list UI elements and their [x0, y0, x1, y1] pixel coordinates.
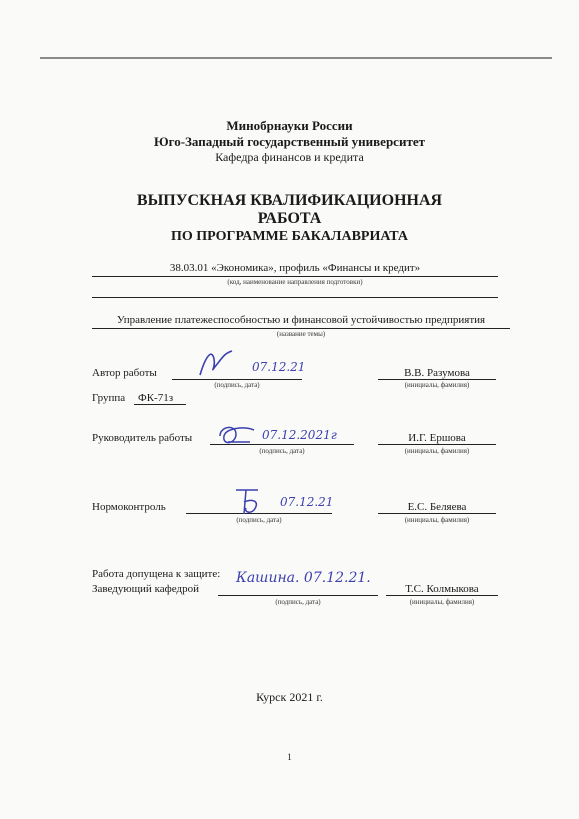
author-date: 07.12.21	[252, 360, 306, 374]
university: Юго-Западный государственный университет	[154, 134, 425, 149]
group-label: Группа	[92, 392, 126, 404]
title-line-2: РАБОТА	[257, 210, 322, 227]
normcontrol-signature-icon	[232, 484, 266, 518]
normcontrol-name-caption: (инициалы, фамилия)	[404, 516, 470, 524]
normcontrol-name-line	[378, 513, 496, 514]
author-signature-icon	[196, 345, 236, 379]
normcontrol-name: Е.С. Беляева	[407, 501, 467, 513]
scan-edge	[40, 57, 552, 59]
program-underline	[92, 276, 498, 277]
page-number: 1	[287, 752, 292, 762]
supervisor-name: И.Г. Ершова	[408, 432, 466, 444]
group-value: ФК-71з	[138, 392, 174, 404]
program-value: 38.03.01 «Экономика», профиль «Финансы и кредит»	[169, 262, 421, 274]
group-underline	[134, 404, 186, 405]
head-name-caption: (инициалы, фамилия)	[409, 598, 475, 606]
author-label: Автор работы	[92, 367, 157, 379]
topic-caption: (название темы)	[276, 330, 326, 338]
ministry: Минобрнауки России	[226, 118, 353, 133]
author-name-caption: (инициалы, фамилия)	[404, 381, 470, 389]
supervisor-name-caption: (инициалы, фамилия)	[404, 447, 470, 455]
head-name-line	[386, 595, 498, 596]
topic-underline	[92, 328, 510, 329]
supervisor-label: Руководитель работы	[92, 432, 193, 444]
head-name: Т.С. Колмыкова	[405, 583, 479, 595]
program-caption: (код, наименование направления подготовки)	[227, 278, 363, 286]
supervisor-signature-icon	[214, 420, 258, 450]
author-sig-line	[172, 379, 302, 380]
author-name: В.В. Разумова	[404, 367, 470, 379]
city-year: Курск 2021 г.	[256, 690, 323, 704]
normcontrol-date: 07.12.21	[280, 495, 334, 509]
author-sig-caption: (подпись, дата)	[214, 381, 260, 389]
topic-value: Управление платежеспособностью и финансовой устойчивостью предприятия	[116, 314, 486, 326]
admission-sig-caption: (подпись, дата)	[275, 598, 321, 606]
admission-handwriting: Кашина. 07.12.21.	[236, 570, 371, 586]
normcontrol-sig-caption: (подпись, дата)	[236, 516, 282, 524]
title-line-3: ПО ПРОГРАММЕ БАКАЛАВРИАТА	[171, 229, 408, 244]
supervisor-date: 07.12.2021г	[262, 428, 337, 442]
department: Кафедра финансов и кредита	[215, 150, 364, 164]
title-line-1: ВЫПУСКНАЯ КВАЛИФИКАЦИОННАЯ	[136, 192, 443, 209]
author-name-line	[378, 379, 496, 380]
admission-sig-line	[218, 595, 378, 596]
admission-label: Работа допущена к защите:	[92, 568, 221, 580]
normcontrol-label: Нормоконтроль	[92, 501, 166, 513]
head-of-department-label: Заведующий кафедрой	[92, 583, 199, 595]
program-underline-2	[92, 297, 498, 298]
supervisor-name-line	[378, 444, 496, 445]
supervisor-sig-caption: (подпись, дата)	[259, 447, 305, 455]
